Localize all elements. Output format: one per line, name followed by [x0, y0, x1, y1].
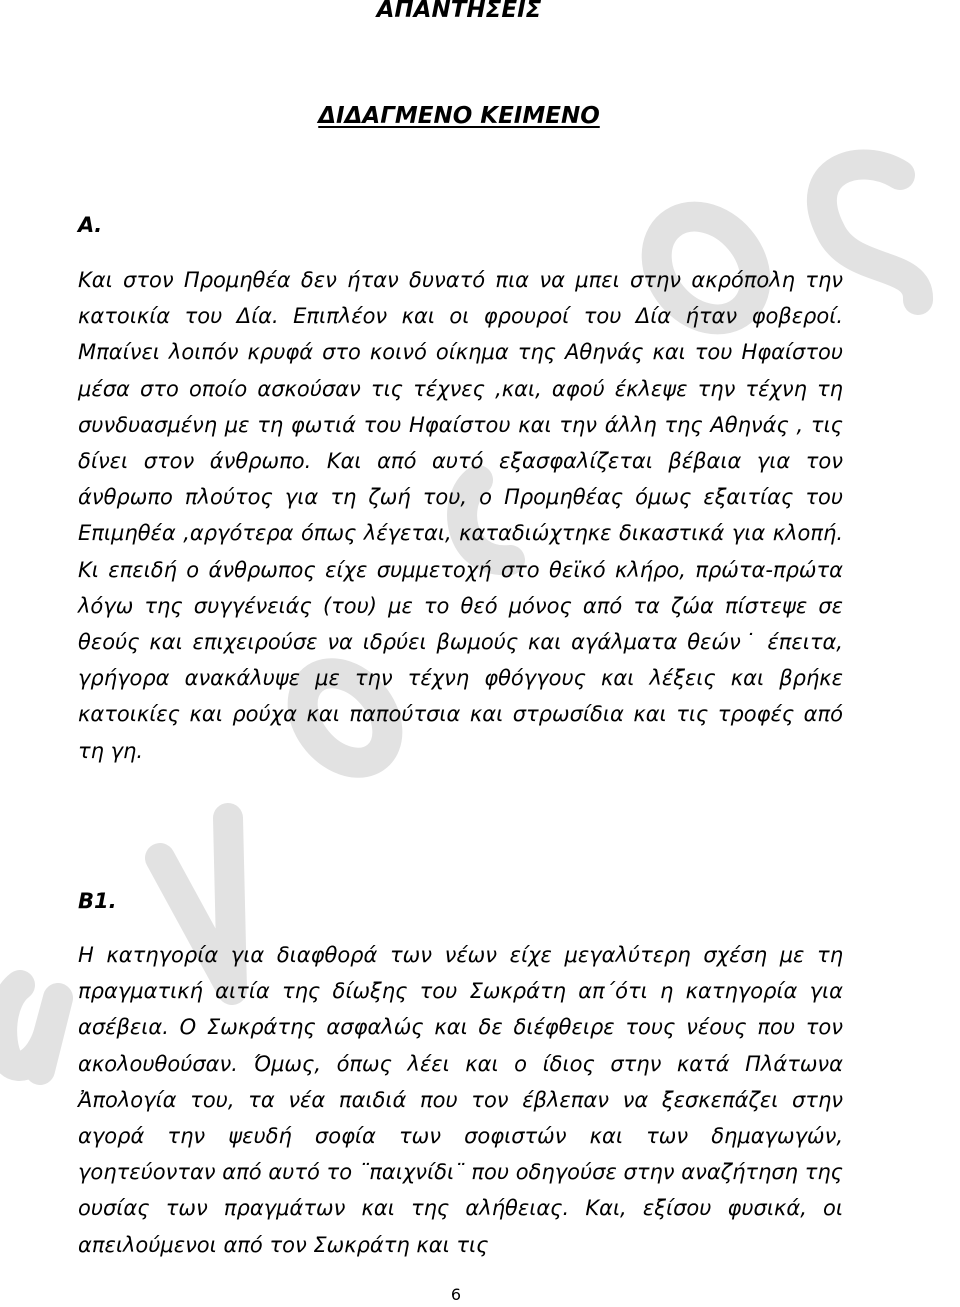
section-label-a: Α.	[78, 213, 103, 237]
watermark-glyph-a	[2, 985, 58, 1070]
page-number: 6	[450, 1285, 462, 1304]
section-heading: ΔΙΔΑΓΜΕΝΟ ΚΕΙΜΕΝΟ	[318, 103, 600, 129]
section-label-b1: Β1.	[78, 889, 117, 913]
paragraph-a: Και στον Προμηθέα δεν ήταν δυνατό πια να μπει στην ακρόπολη την κατοικία του Δία. Επιπλέον και οι φρουροί του Δία ήταν φοβεροί. Μπαίνει λοιπόν κρυφά στο κοινό οίκημα της Αθηνάς και του Ηφαίστου μέσα στο οποίο ασκούσαν τις τέχνες ,και, αφού έκλεψε την τέχνη τη συνδυασμένη με τη φωτιά του Ηφαίστου και την άλλη της Αθηνάς , τις δίνει στον άνθρωπο. Και από αυτό εξασφαλίζεται βέβαια για τον άνθρωπο πλούτος για τη ζωή του, ο Προμηθέας όμως εξαιτίας του Επιμηθέα ,αργότερα όπως λέγεται, καταδιώχτηκε δικαστικά για κλοπή. Κι επειδή ο άνθρωπος είχε συμμετοχή στο θεϊκό κλήρο, πρώτα-πρώτα λόγω της συγγένειάς (του) με το θεό μόνος από τα ζώα πίστεψε σε θεούς και επιχειρούσε να ιδρύει βωμούς και αγάλματα θεών˙ έπειτα, γρήγορα ανακάλυψε με την τέχνη φθόγγους και λέξεις και βρήκε κατοικίες και ρούχα και παπούτσια και στρωσίδια και τις τροφές από τη γη.	[78, 268, 843, 763]
page-title: ΑΠΑΝΤΗΣΕΙΣ	[376, 0, 542, 23]
paragraph-b1: Η κατηγορία για διαφθορά των νέων είχε μεγαλύτερη σχέση με τη πραγματική αιτία της δίωξης του Σωκράτη απ΄ότι η κατηγορία για ασέβεια. Ο Σωκράτης ασφαλώς και δε διέφθειρε τους νέους που τον ακολουθούσαν. Όμως, όπως λέει και ο ίδιος στην κατά Πλάτωνα Ἀπολογία του, τα νέα παιδιά που τον έβλεπαν να ξεσκεπάζει στην αγορά την ψευδή σοφία των σοφιστών και των δημαγωγών, γοητεύονταν από αυτό το ¨παιχνίδι¨ που οδηγούσε στην αναζήτηση της ουσίας των πραγμάτων και της αλήθειας. Και, εξίσου φυσικά, οι απειλούμενοι από τον Σωκράτη και τις	[78, 943, 843, 1257]
